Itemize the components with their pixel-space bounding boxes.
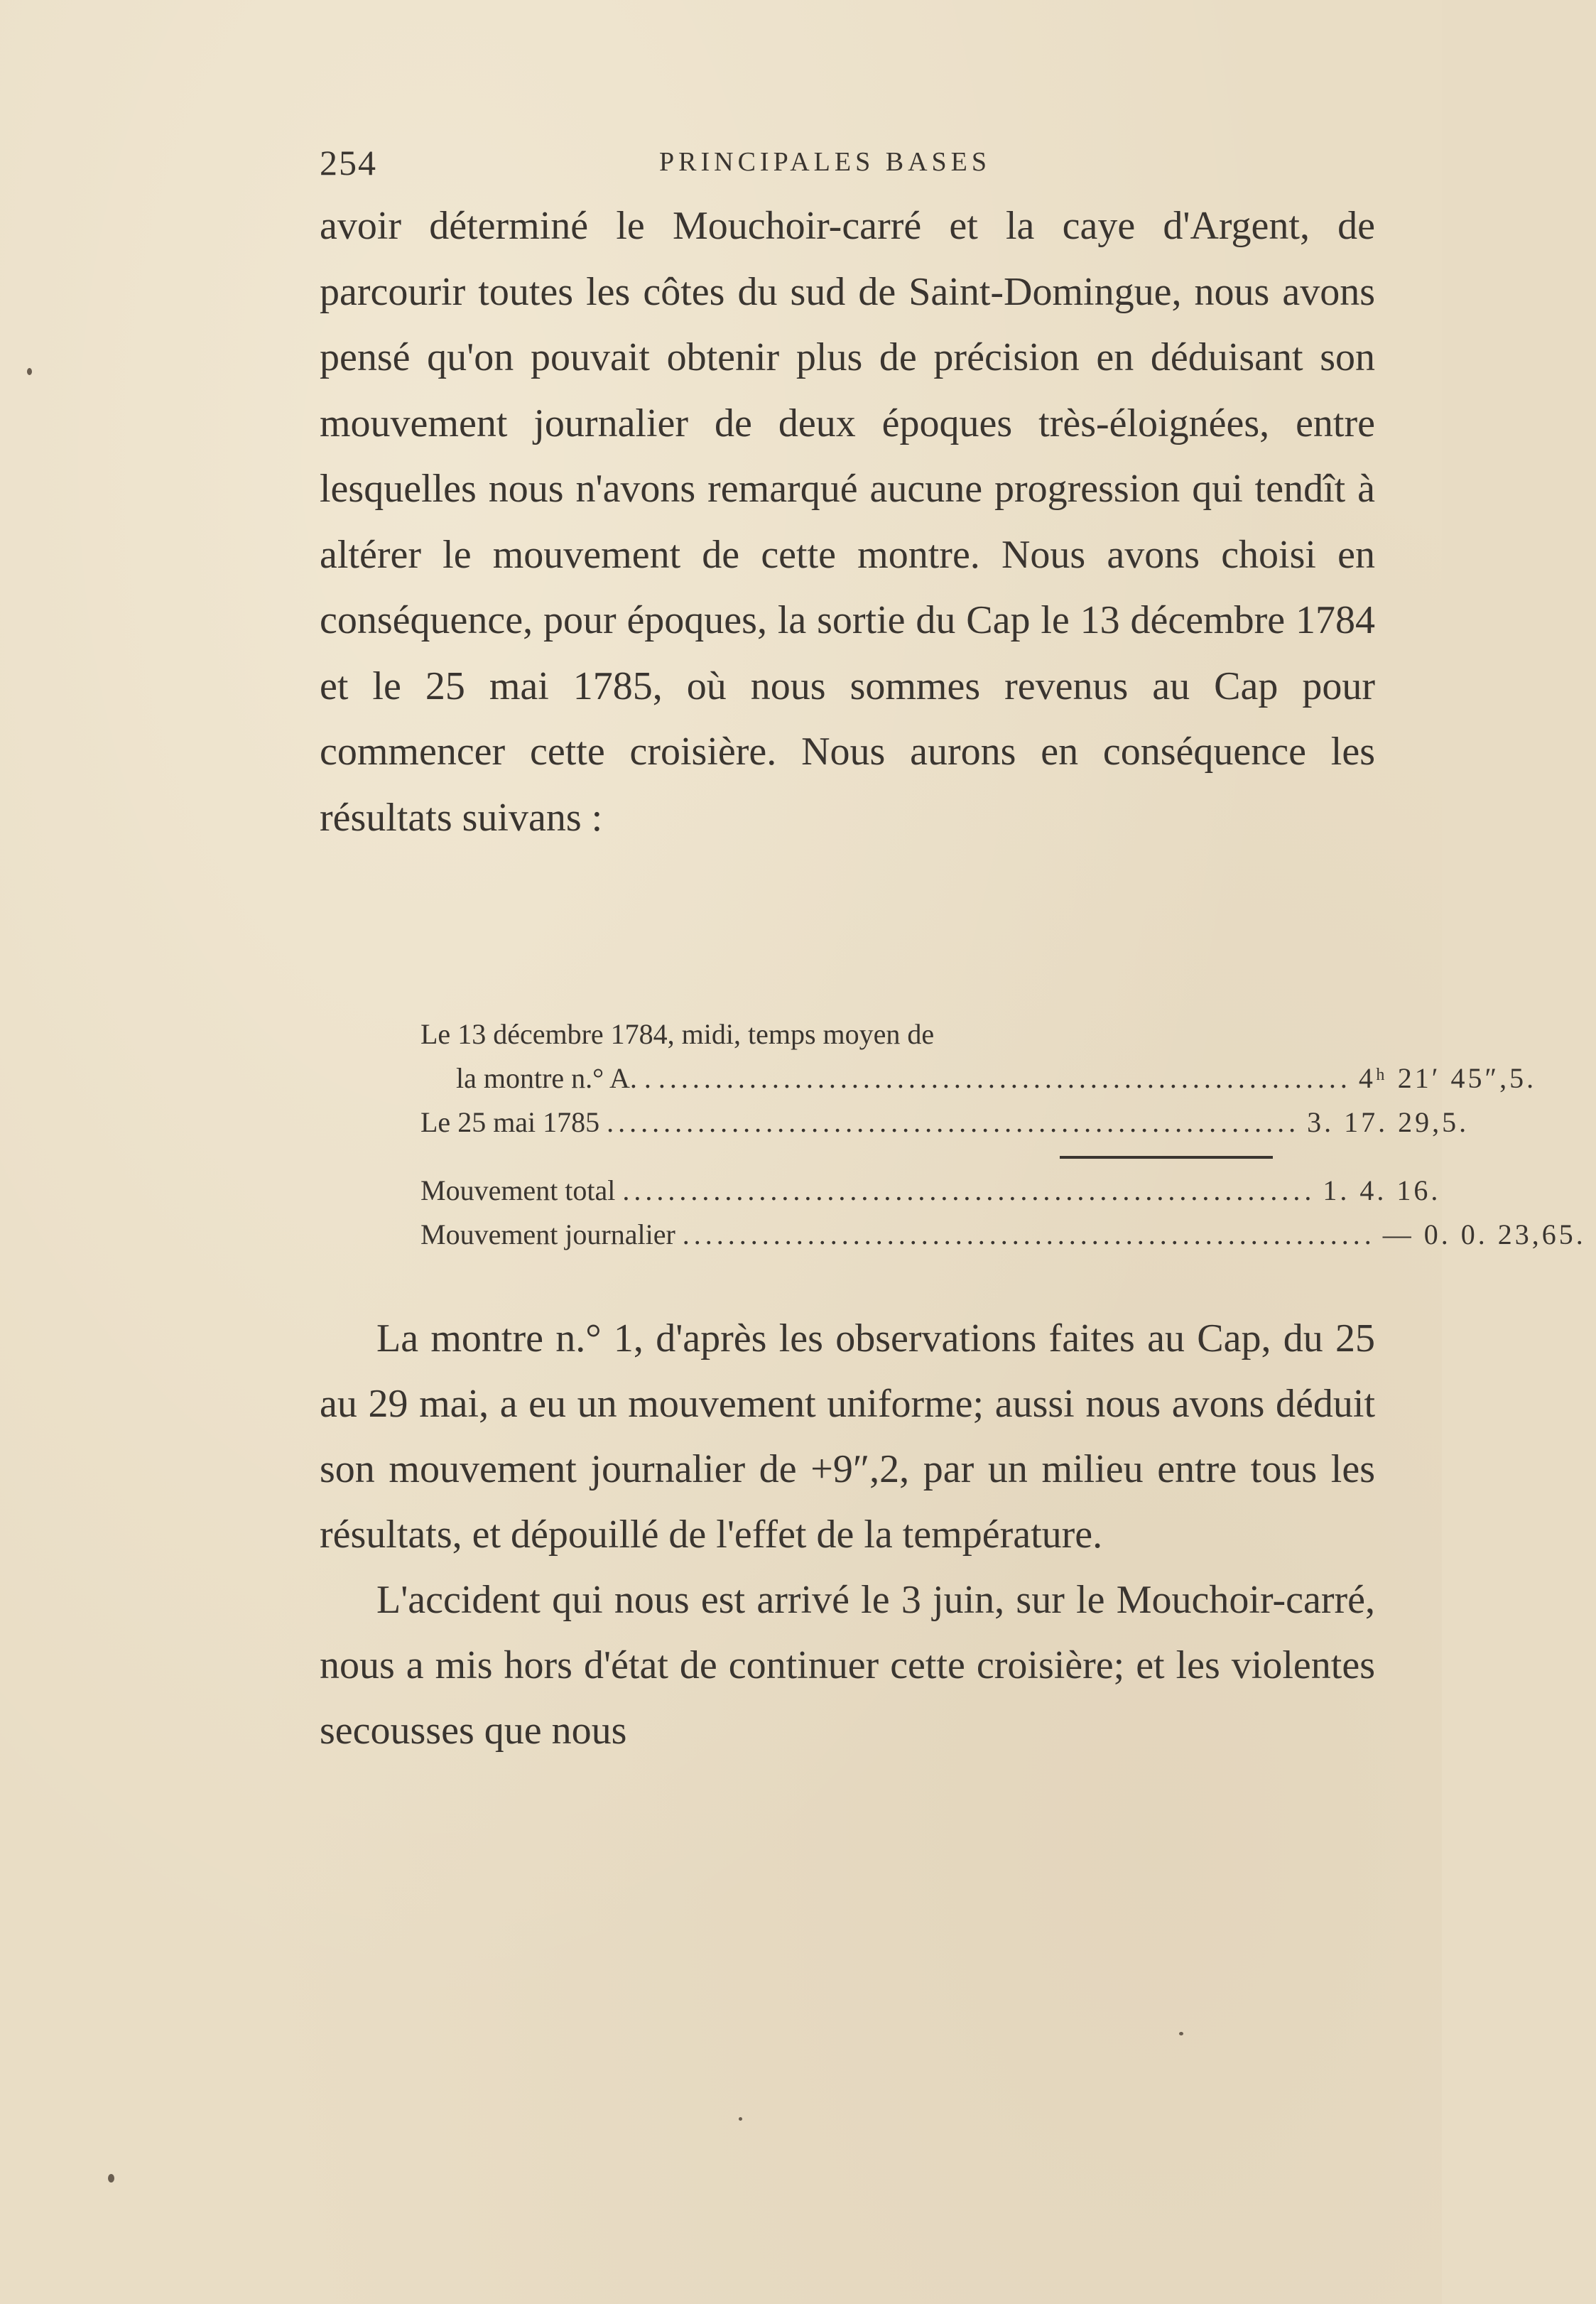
calc-label: Le 13 décembre 1784, midi, temps moyen de <box>420 1018 935 1050</box>
paper-speck <box>27 368 32 375</box>
calc-value: 3. 17. 29,5. <box>1307 1106 1470 1138</box>
running-head: PRINCIPALES BASES <box>659 147 991 177</box>
leader-dots: ............................................................. <box>607 1106 1301 1138</box>
calc-value: — 0. 0. 23,65. <box>1382 1218 1586 1250</box>
page-number: 254 <box>320 143 377 183</box>
calc-value: 1. 4. 16. <box>1323 1174 1441 1206</box>
calc-label: Le 25 mai 1785 <box>420 1106 600 1138</box>
calc-label: Mouvement total <box>420 1174 616 1206</box>
leader-dots: ............................................................. <box>658 1062 1352 1094</box>
paper-speck <box>739 2117 742 2121</box>
paragraph: avoir déterminé le Mouchoir-carré et la caye d'Argent, de parcourir toutes les côtes du sud de Saint-Domingue, nous avons pensé qu'on pouvait obtenir plus de précision en déduisant son mouvement journalier de deux époques très-éloignées, entre lesquelles nous n'avons remarqué aucune progression qui tendît à altérer le mouvement de cette montre. Nous avons choisi en conséquence, pour époques, la sortie du Cap le 13 décembre 1784 et le 25 mai 1785, où nous sommes revenus au Cap pour commencer cette croisière. Nous aurons en conséquence les résultats suivans : <box>320 204 1375 840</box>
calc-row-start-date <box>420 1012 1273 1056</box>
paper-speck <box>1179 2032 1183 2035</box>
sum-rule <box>1060 1156 1273 1159</box>
leader-dots: ............................................................. <box>622 1174 1316 1206</box>
leader-dots: ............................................................. <box>682 1218 1376 1250</box>
page-header <box>320 142 1385 185</box>
calculation-table <box>420 1012 1586 1257</box>
calc-row-end-date <box>420 1100 1470 1145</box>
paragraph: La montre n.° 1, d'après les observations faites au Cap, du 25 au 29 mai, a eu un mouvement uniforme; aussi nous avons déduit son mouvement journalier de +9″,2, par un milieu entre tous les résultats, et dépouillé de l'effet de la température. <box>320 1316 1375 1557</box>
calc-row-daily <box>420 1213 1586 1257</box>
calc-label: la montre n.° A. . <box>456 1062 651 1094</box>
calc-label: Mouvement journalier <box>420 1218 675 1250</box>
body-text-block-1 <box>320 193 1375 850</box>
paragraph: L'accident qui nous est arrivé le 3 juin, sur le Mouchoir-carré, nous a mis hors d'état de continuer cette croisière; et les violentes secousses que nous <box>320 1578 1375 1753</box>
body-text-block-2 <box>320 1306 1375 1763</box>
paper-speck <box>108 2174 114 2183</box>
calc-row-start-time <box>420 1056 1537 1100</box>
calc-value: 4ʰ 21′ 45″,5. <box>1358 1062 1537 1094</box>
calc-row-total <box>420 1169 1441 1213</box>
